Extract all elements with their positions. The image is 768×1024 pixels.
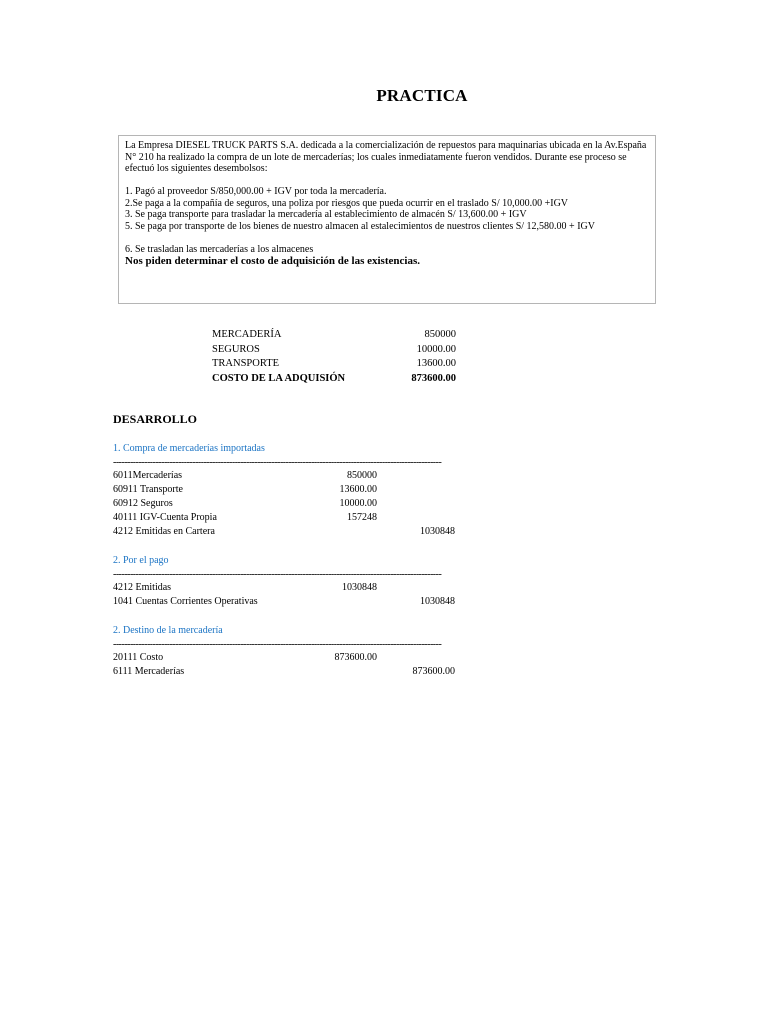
- statement-line: La Empresa DIESEL TRUCK PARTS S.A. dedicada a la comercialización de repuestos para maquinarias ubicada en la Av.España: [125, 140, 647, 151]
- statement-item-5: 5. Se paga por transporte de los bienes de nuestro almacen al estalecimientos de nuestros clientes S/ 12,580.00 + IGV: [125, 220, 595, 232]
- account-name: 6011Mercaderías: [113, 470, 183, 481]
- account-name: 40111 IGV-Cuenta Propia: [113, 512, 217, 523]
- account-name: 4212 Emitidas en Cartera: [113, 526, 215, 537]
- summary-row: [212, 343, 456, 358]
- summary-label: MERCADERÍA: [212, 329, 282, 340]
- entry-row: [113, 651, 485, 665]
- journal-entry: [113, 624, 485, 679]
- entry-row: [113, 581, 485, 595]
- entry-row: [113, 595, 485, 609]
- journal-entry: [113, 442, 485, 539]
- debit-amount: 10000.00: [339, 498, 377, 509]
- summary-total-label: COSTO DE LA ADQUISIÓN: [212, 372, 346, 384]
- entry-row: [113, 469, 485, 483]
- dashed-divider: --------------------------------------------------------------------------------------------------------------------: [113, 569, 442, 580]
- entry-heading: 1. Compra de mercaderías importadas: [113, 443, 265, 454]
- debit-amount: 13600.00: [339, 484, 377, 495]
- spacer: [125, 232, 647, 244]
- summary-total-value: 873600.00: [411, 372, 456, 384]
- statement-item-2: 2.Se paga a la compañía de seguros, una poliza por riesgos que pueda ocurrir en el traslado S/ 10,000.00 +IGV: [125, 197, 569, 209]
- statement-item-6: 6. Se trasladan las mercaderías a los almacenes: [125, 243, 314, 255]
- debit-amount: 1030848: [342, 582, 377, 593]
- debit-amount: 873600.00: [334, 652, 377, 663]
- dashed-divider: --------------------------------------------------------------------------------------------------------------------: [113, 639, 442, 650]
- entry-row: [113, 497, 485, 511]
- credit-amount: 1030848: [420, 596, 455, 607]
- account-name: 60911 Transporte: [113, 484, 183, 495]
- entry-heading: 2. Por el pago: [113, 555, 169, 566]
- summary-value: 10000.00: [416, 343, 456, 355]
- summary-label: TRANSPORTE: [212, 358, 280, 369]
- summary-value: 13600.00: [416, 358, 456, 369]
- summary-row: [212, 357, 456, 372]
- debit-amount: 157248: [347, 512, 377, 523]
- credit-amount: 1030848: [420, 526, 455, 537]
- statement-question: Nos piden determinar el costo de adquisición de las existencias.: [125, 255, 420, 267]
- debit-amount: 850000: [347, 470, 377, 481]
- credit-amount: 873600.00: [412, 666, 455, 677]
- account-name: 1041 Cuentas Corrientes Operativas: [113, 596, 258, 607]
- dashed-divider: --------------------------------------------------------------------------------------------------------------------: [113, 457, 442, 468]
- entry-heading: 2. Destino de la mercadería: [113, 625, 223, 636]
- problem-statement-box: [118, 135, 656, 304]
- summary-row: [212, 328, 456, 343]
- summary-label: SEGUROS: [212, 343, 260, 355]
- section-title: DESARROLLO: [113, 412, 198, 426]
- statement-item-3: 3. Se paga transporte para trasladar la mercadería al establecimiento de almacén S/ 13,600.00 + IGV: [125, 209, 527, 220]
- statement-line: efectuó los siguientes desembolsos:: [125, 163, 268, 174]
- summary-value: 850000: [424, 329, 456, 340]
- summary-total-row: [212, 372, 456, 387]
- spacer: [125, 175, 647, 187]
- account-name: 20111 Costo: [113, 652, 164, 663]
- cost-summary: [212, 328, 456, 386]
- entry-row: [113, 511, 485, 525]
- account-name: 4212 Emitidas: [113, 582, 172, 593]
- entry-row: [113, 525, 485, 539]
- entry-row: [113, 483, 485, 497]
- page-title: PRACTICA: [376, 86, 468, 105]
- statement-line: N° 210 ha realizado la compra de un lote de mercaderías; los cuales inmediatamente fueron vendidos. Durante ese proceso se: [125, 151, 627, 163]
- entry-row: [113, 665, 485, 679]
- statement-item-1: 1. Pagó al proveedor S/850,000.00 + IGV por toda la mercadería.: [125, 186, 387, 197]
- journal-entry: [113, 554, 485, 609]
- account-name: 60912 Seguros: [113, 498, 173, 509]
- account-name: 6111 Mercaderías: [113, 666, 185, 677]
